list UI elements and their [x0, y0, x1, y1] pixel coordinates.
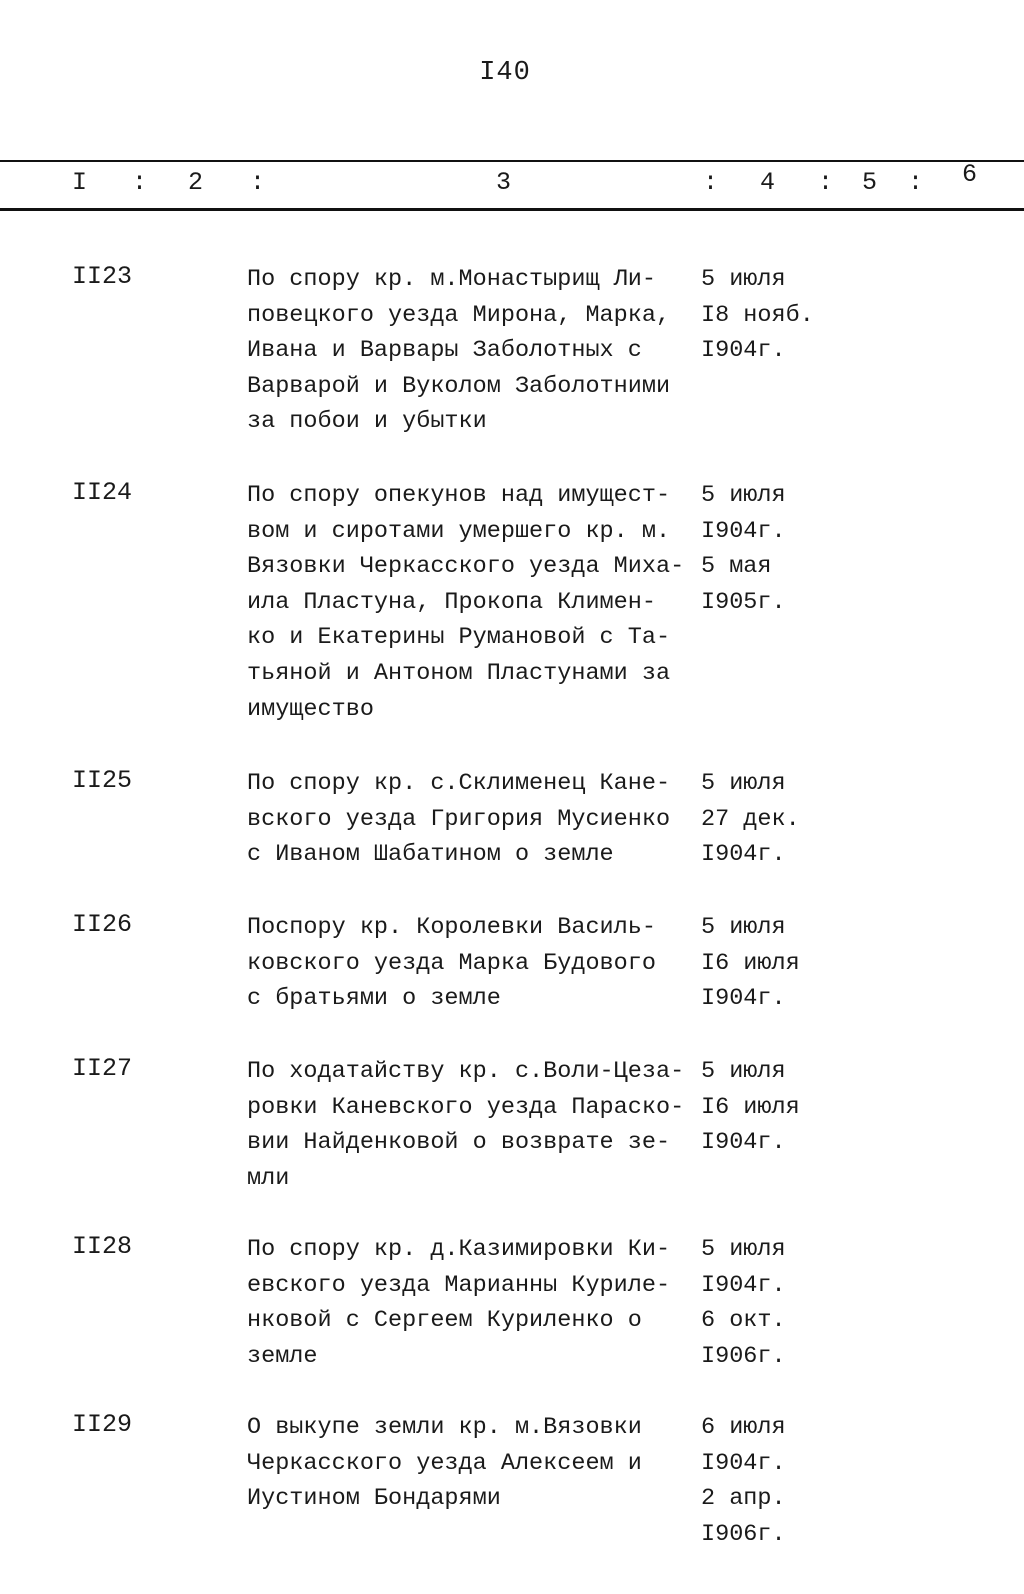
- description-line: Вязовки Черкасского уезда Миха-: [247, 553, 685, 581]
- description-line: нковой с Сергеем Куриленко о: [247, 1307, 642, 1335]
- description-line: Иустином Бондарями: [247, 1485, 501, 1513]
- description-line: По спору опекунов над имущест-: [247, 482, 671, 509]
- entry-dates: [701, 766, 800, 873]
- entry-dates: [701, 478, 786, 620]
- description-line: Ивана и Варвары Заболотных с: [247, 337, 642, 365]
- description-line: повецкого уезда Мирона, Марка,: [247, 301, 671, 329]
- entry-number: II26: [72, 910, 133, 939]
- description-line: с Иваном Шабатином о земле: [247, 841, 614, 869]
- description-line: ила Пластуна, Прокопа Климен-: [247, 588, 656, 616]
- date-line: I904г.: [701, 517, 786, 545]
- column-separator: :: [908, 168, 924, 197]
- description-line: О выкупе земли кр. м.Вязовки: [247, 1414, 642, 1441]
- description-line: ровки Каневского уезда Параско-: [247, 1093, 685, 1121]
- date-line: 5 июля: [701, 1236, 786, 1263]
- description-line: По спору кр. м.Монастырищ Ли-: [247, 266, 656, 293]
- date-line: I904г.: [701, 985, 786, 1013]
- column-separator: :: [132, 168, 148, 197]
- entry-description: [247, 910, 656, 1017]
- entry-description: [247, 1232, 670, 1374]
- entry-number: II28: [72, 1232, 133, 1261]
- date-line: I904г.: [701, 1271, 786, 1299]
- date-line: I904г.: [701, 337, 786, 365]
- column-header-1: I: [72, 168, 88, 197]
- entry-number: II27: [72, 1054, 133, 1083]
- column-header-3: 3: [496, 168, 512, 197]
- entry-number: II29: [72, 1410, 133, 1439]
- description-line: за побои и убытки: [247, 408, 487, 436]
- entry-dates: [701, 262, 814, 369]
- date-line: I906г.: [701, 1520, 786, 1548]
- description-line: вии Найденковой о возврате зе-: [247, 1129, 671, 1157]
- description-line: мли: [247, 1164, 290, 1192]
- entry-number: II25: [72, 766, 133, 795]
- entry-dates: [701, 1410, 786, 1552]
- date-line: 5 мая: [701, 553, 772, 581]
- page-number: I40: [479, 58, 531, 88]
- description-line: вом и сиротами умершего кр. м.: [247, 517, 671, 545]
- column-header-2: 2: [188, 168, 204, 197]
- column-header-4: 4: [760, 168, 776, 197]
- description-line: По спору кр. д.Казимировки Ки-: [247, 1236, 671, 1263]
- date-line: I8 нояб.: [701, 301, 814, 329]
- description-line: с братьями о земле: [247, 985, 501, 1013]
- description-line: евского уезда Марианны Куриле-: [247, 1271, 671, 1299]
- column-header-6: 6: [962, 160, 978, 189]
- entry-number: II24: [72, 478, 133, 507]
- entry-description: [247, 478, 684, 727]
- description-line: Варварой и Вуколом Заболотними: [247, 372, 671, 400]
- description-line: ко и Екатерины Румановой с Та-: [247, 624, 671, 652]
- entry-number: II23: [72, 262, 133, 291]
- column-separator: :: [703, 168, 719, 197]
- header-rule-top: [0, 160, 1024, 162]
- entry-description: [247, 262, 670, 440]
- date-line: 5 июля: [701, 266, 786, 293]
- date-line: 5 июля: [701, 482, 786, 509]
- column-separator: :: [818, 168, 834, 197]
- description-line: вского уезда Григория Мусиенко: [247, 805, 671, 833]
- date-line: 5 июля: [701, 1058, 786, 1085]
- date-line: 6 июля: [701, 1414, 786, 1441]
- entry-dates: [701, 910, 800, 1017]
- description-line: По спору кр. с.Склименец Кане-: [247, 770, 671, 797]
- description-line: По ходатайству кр. с.Воли-Цеза-: [247, 1058, 685, 1085]
- date-line: I904г.: [701, 1129, 786, 1157]
- entry-dates: [701, 1232, 786, 1374]
- date-line: 6 окт.: [701, 1307, 786, 1335]
- entry-description: [247, 1054, 684, 1196]
- description-line: ковского уезда Марка Будового: [247, 949, 656, 977]
- description-line: Черкасского уезда Алексеем и: [247, 1449, 642, 1477]
- entry-description: [247, 766, 670, 873]
- date-line: I6 июля: [701, 949, 800, 977]
- description-line: имущество: [247, 695, 374, 723]
- description-line: земле: [247, 1342, 318, 1370]
- column-separator: :: [250, 168, 266, 197]
- date-line: I906г.: [701, 1342, 786, 1370]
- date-line: 5 июля: [701, 770, 786, 797]
- entry-description: [247, 1410, 642, 1517]
- date-line: 5 июля: [701, 914, 786, 941]
- entry-dates: [701, 1054, 800, 1161]
- header-rule-bottom: [0, 208, 1024, 211]
- date-line: I6 июля: [701, 1093, 800, 1121]
- date-line: I904г.: [701, 1449, 786, 1477]
- date-line: I904г.: [701, 841, 786, 869]
- date-line: 27 дек.: [701, 805, 800, 833]
- date-line: 2 апр.: [701, 1485, 786, 1513]
- column-header-5: 5: [862, 168, 878, 197]
- date-line: I905г.: [701, 588, 786, 616]
- description-line: Поспору кр. Королевки Василь-: [247, 914, 656, 941]
- description-line: тьяной и Антоном Пластунами за: [247, 659, 671, 687]
